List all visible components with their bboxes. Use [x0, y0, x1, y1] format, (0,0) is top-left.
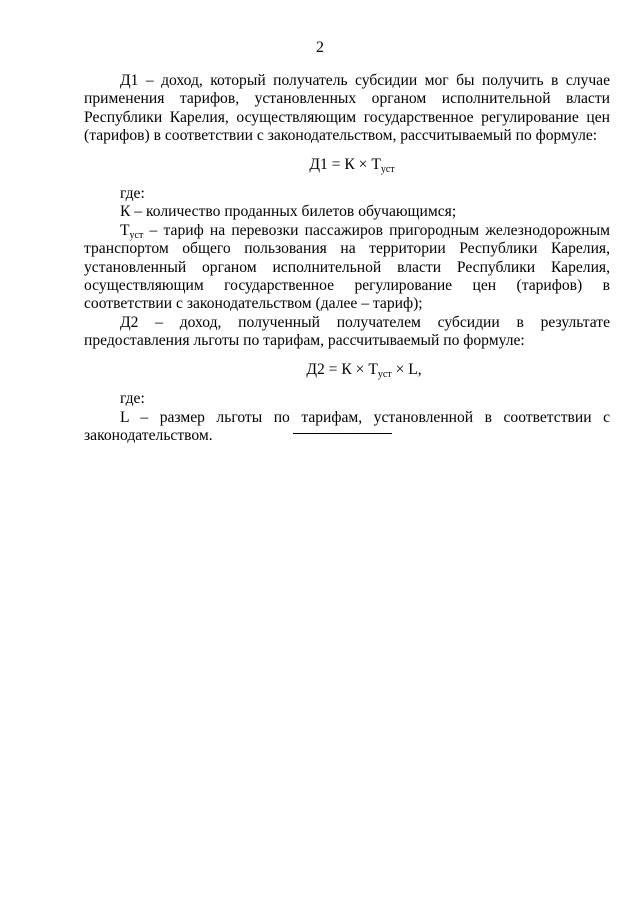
formula-d1-expression: Д1 = К × Т: [309, 155, 381, 173]
t-symbol: Т: [120, 221, 130, 239]
paragraph-t-definition: [84, 222, 610, 314]
formula-d1: [84, 156, 610, 174]
formula-d2-subscript: уст: [377, 368, 392, 380]
document-body: [84, 72, 610, 445]
formula-d2-expression: Д2 = К × Т: [306, 360, 378, 378]
t-subscript: уст: [129, 229, 144, 241]
document-end-rule: [293, 433, 392, 434]
formula-d2: [84, 361, 610, 379]
paragraph-l-definition: L – размер льготы по тарифам, установленной в соответствии с законодательством.: [84, 408, 610, 444]
t-definition-text: – тариф на перевозки пассажиров пригородным железнодорожным транспортом общего пользования на территории Республики Карелия, установленный органом исполнительной власти Республики Карелия, осуществляющим государственное регулирование цен (тарифов) в соответствии с законодательством (далее – тариф);: [84, 221, 610, 313]
page-number: 2: [316, 39, 324, 56]
paragraph-d2-definition: Д2 – доход, полученный получателем субсидии в результате предоставления льготы по тарифам, рассчитываемый по формуле:: [84, 313, 610, 350]
formula-d1-subscript: уст: [380, 163, 395, 175]
paragraph-k-definition: К – количество проданных билетов обучающимся;: [120, 203, 457, 221]
formula-d2-tail: × L,: [391, 360, 422, 378]
paragraph-d1-definition: Д1 – доход, который получатель субсидии мог бы получить в случае применения тарифов, установленных органом исполнительной власти Республики Карелия, осуществляющим государственное регулирование цен (тарифов) в соответствии с законодательством, рассчитываемый по формуле:: [84, 72, 610, 145]
paragraph-where-2: где:: [120, 390, 145, 408]
paragraph-where-1: где:: [120, 185, 145, 203]
